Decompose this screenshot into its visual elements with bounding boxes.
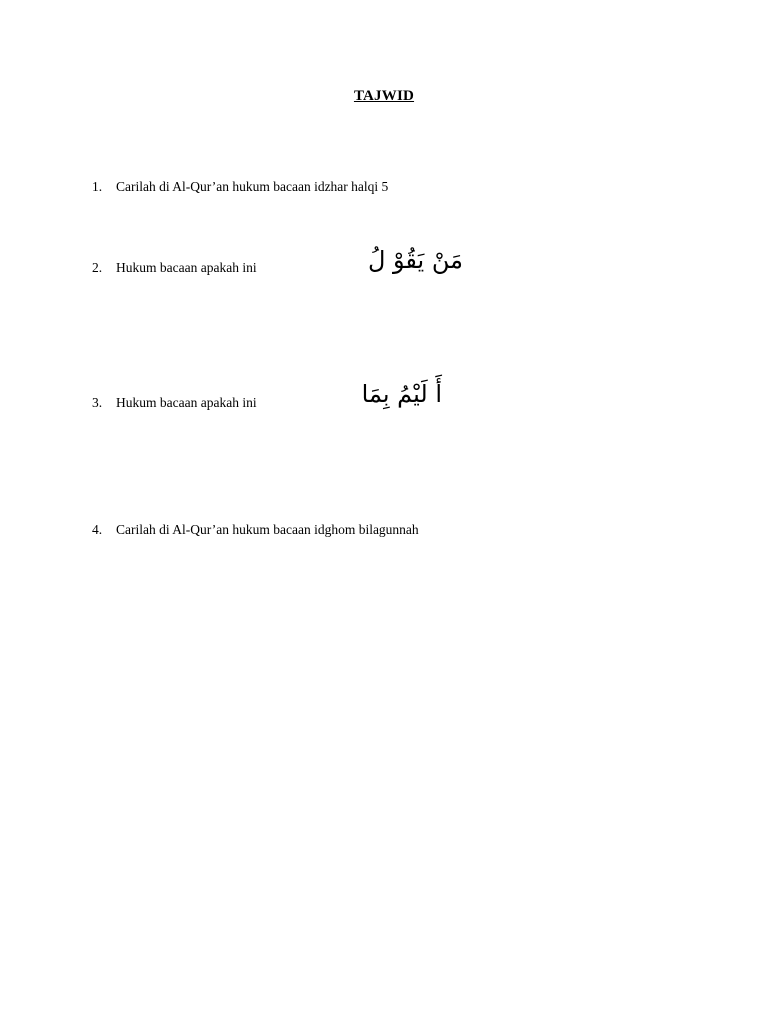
question-text: Carilah di Al-Qur’an hukum bacaan idghom bilagunnah (116, 522, 419, 537)
question-number: 3. (92, 395, 103, 410)
question-number: 4. (92, 522, 103, 537)
question-number: 2. (92, 260, 103, 275)
page-title: TAJWID (353, 88, 415, 104)
question-number: 1. (92, 179, 103, 194)
arabic-text-example-3: أَ لَيْمُ بِمَا (361, 380, 442, 408)
question-item-2 (92, 260, 257, 276)
question-text: Hukum bacaan apakah ini (116, 260, 257, 275)
arabic-text-example-2: مَنْ يَقُوْ لُ (367, 246, 463, 274)
question-item-3 (92, 395, 257, 411)
question-text: Carilah di Al-Qur’an hukum bacaan idzhar halqi 5 (116, 179, 389, 194)
question-text: Hukum bacaan apakah ini (116, 395, 257, 410)
question-item-1 (92, 179, 388, 195)
question-item-4 (92, 522, 419, 538)
